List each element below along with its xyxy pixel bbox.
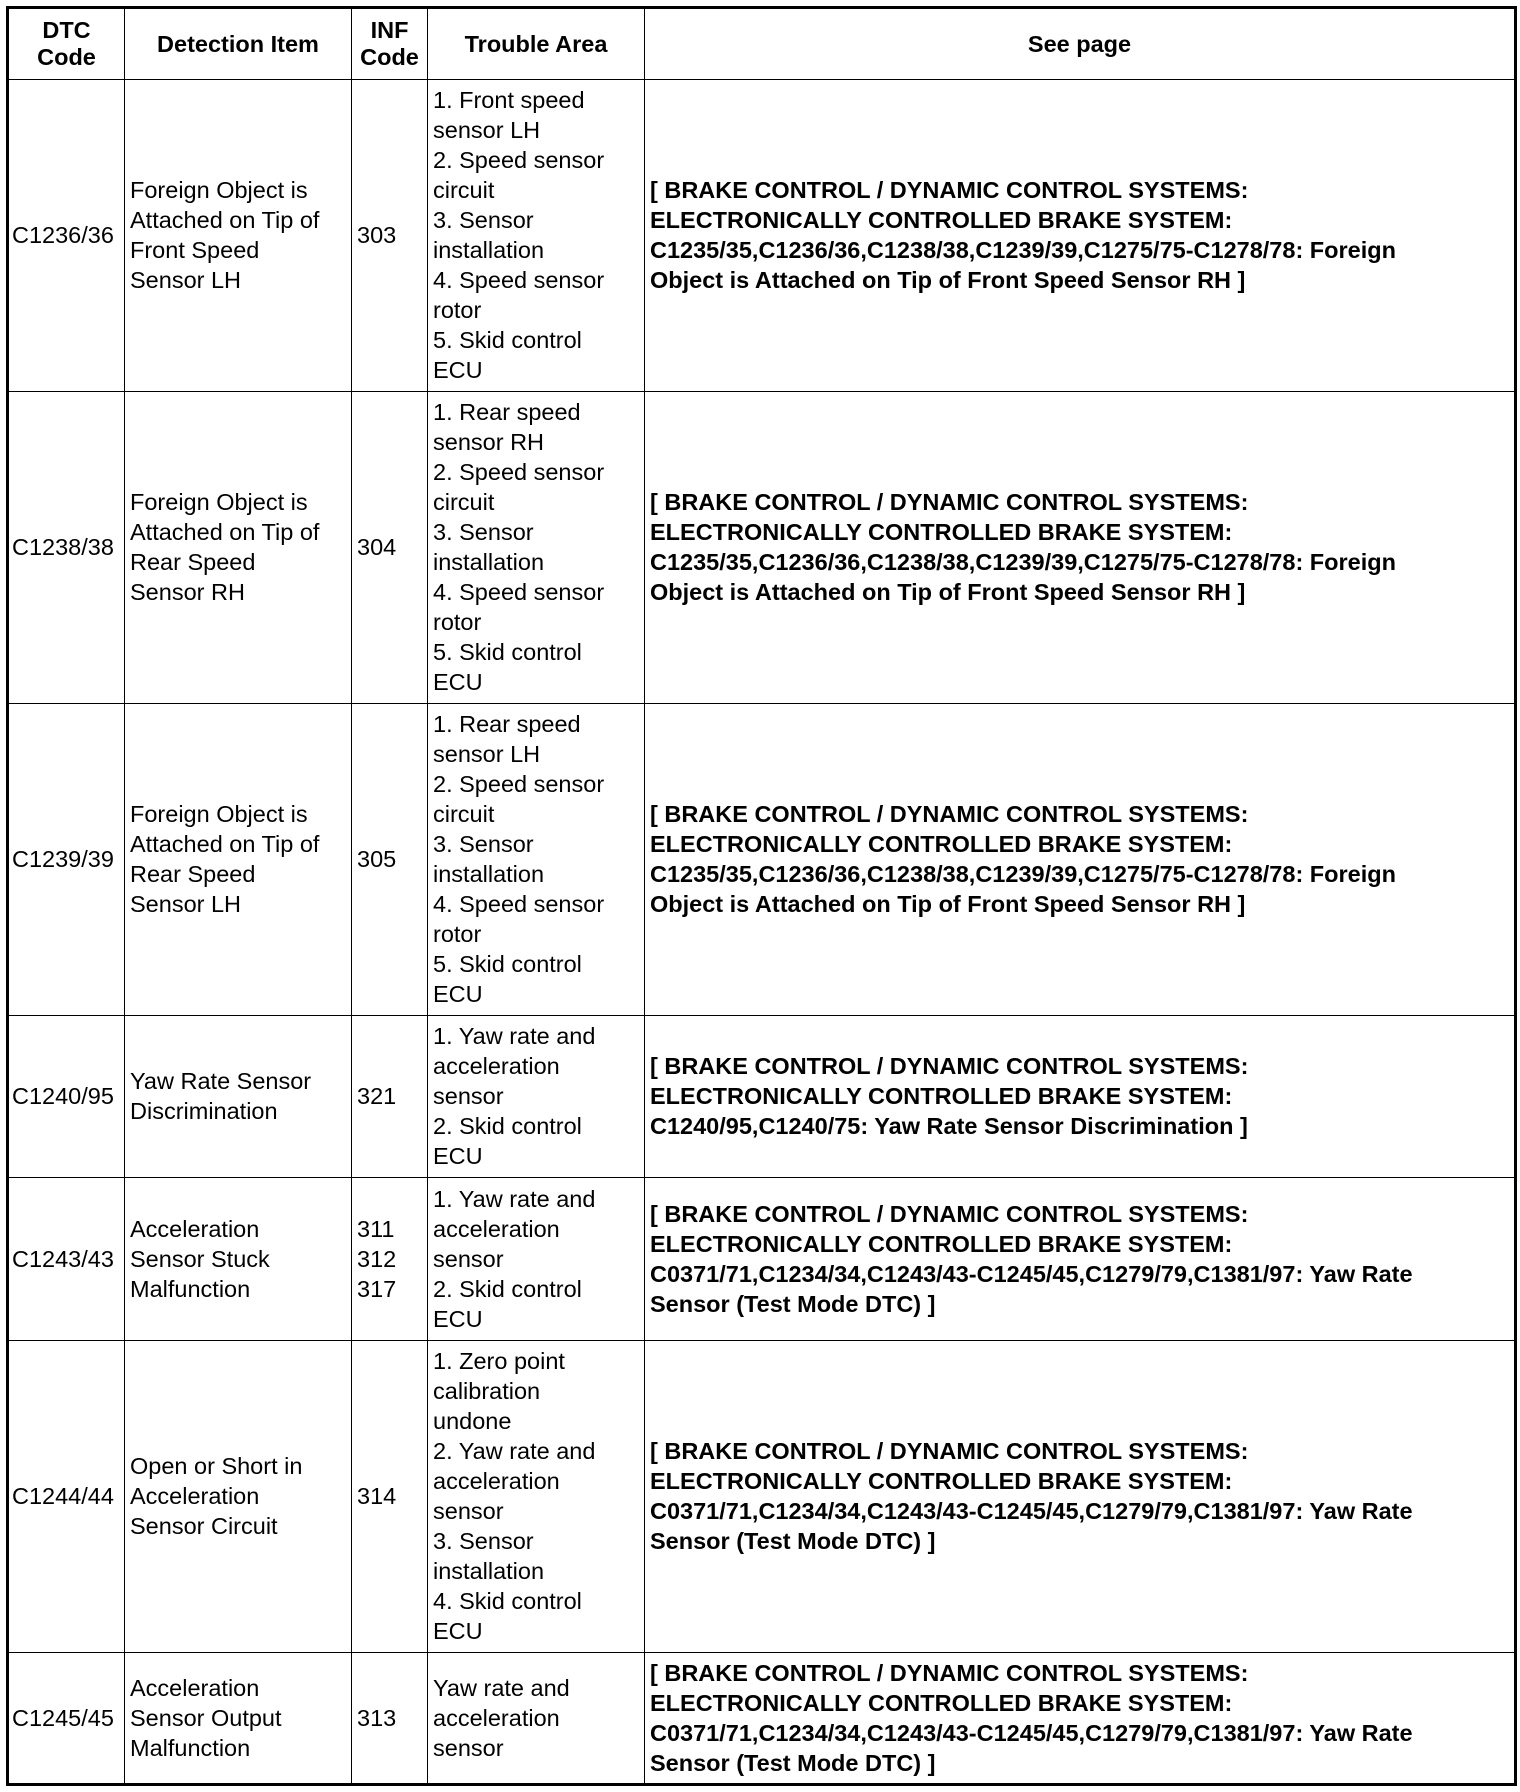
inf-code-cell: 311 312 317 bbox=[352, 1178, 428, 1340]
table-row bbox=[8, 703, 1516, 1015]
trouble-area-cell: 1. Front speed sensor LH 2. Speed sensor circuit 3. Sensor installation 4. Speed sensor rotor 5. Skid control ECU bbox=[428, 80, 645, 392]
see-page-link[interactable]: [ BRAKE CONTROL / DYNAMIC CONTROL SYSTEMS: ELECTRONICALLY CONTROLLED BRAKE SYSTEM: C1240/95,C1240/75: Yaw Rate Sensor Discrimination ] bbox=[645, 1015, 1516, 1177]
table-row bbox=[8, 80, 1516, 392]
table-row bbox=[8, 1015, 1516, 1177]
see-page-link[interactable]: [ BRAKE CONTROL / DYNAMIC CONTROL SYSTEMS: ELECTRONICALLY CONTROLLED BRAKE SYSTEM: C1235/35,C1236/36,C1238/38,C1239/39,C1275/75-C1278/78: Foreign Object is Attached on Tip of Front Speed Sensor RH ] bbox=[645, 391, 1516, 703]
table-row bbox=[8, 391, 1516, 703]
inf-code-cell: 304 bbox=[352, 391, 428, 703]
inf-code-cell: 305 bbox=[352, 703, 428, 1015]
dtc-table bbox=[6, 6, 1517, 1786]
see-page-link[interactable]: [ BRAKE CONTROL / DYNAMIC CONTROL SYSTEMS: ELECTRONICALLY CONTROLLED BRAKE SYSTEM: C0371/71,C1234/34,C1243/43-C1245/45,C1279/79,C1381/97: Yaw Rate Sensor (Test Mode DTC) ] bbox=[645, 1652, 1516, 1784]
detection-item-cell: Acceleration Sensor Output Malfunction bbox=[125, 1652, 352, 1784]
dtc-code-cell: C1236/36 bbox=[8, 80, 125, 392]
trouble-area-cell: 1. Rear speed sensor RH 2. Speed sensor circuit 3. Sensor installation 4. Speed sensor rotor 5. Skid control ECU bbox=[428, 391, 645, 703]
see-page-link[interactable]: [ BRAKE CONTROL / DYNAMIC CONTROL SYSTEMS: ELECTRONICALLY CONTROLLED BRAKE SYSTEM: C0371/71,C1234/34,C1243/43-C1245/45,C1279/79,C1381/97: Yaw Rate Sensor (Test Mode DTC) ] bbox=[645, 1178, 1516, 1340]
dtc-code-cell: C1245/45 bbox=[8, 1652, 125, 1784]
inf-code-cell: 321 bbox=[352, 1015, 428, 1177]
detection-item-cell: Foreign Object is Attached on Tip of Rear Speed Sensor LH bbox=[125, 703, 352, 1015]
dtc-code-cell: C1239/39 bbox=[8, 703, 125, 1015]
header-inf-code: INF Code bbox=[352, 8, 428, 80]
dtc-code-cell: C1243/43 bbox=[8, 1178, 125, 1340]
trouble-area-cell: 1. Rear speed sensor LH 2. Speed sensor circuit 3. Sensor installation 4. Speed sensor rotor 5. Skid control ECU bbox=[428, 703, 645, 1015]
header-dtc-code: DTC Code bbox=[8, 8, 125, 80]
trouble-area-cell: Yaw rate and acceleration sensor bbox=[428, 1652, 645, 1784]
trouble-area-cell: 1. Zero point calibration undone 2. Yaw rate and acceleration sensor 3. Sensor installation 4. Skid control ECU bbox=[428, 1340, 645, 1652]
see-page-link[interactable]: [ BRAKE CONTROL / DYNAMIC CONTROL SYSTEMS: ELECTRONICALLY CONTROLLED BRAKE SYSTEM: C1235/35,C1236/36,C1238/38,C1239/39,C1275/75-C1278/78: Foreign Object is Attached on Tip of Front Speed Sensor RH ] bbox=[645, 80, 1516, 392]
trouble-area-cell: 1. Yaw rate and acceleration sensor 2. Skid control ECU bbox=[428, 1178, 645, 1340]
trouble-area-cell: 1. Yaw rate and acceleration sensor 2. Skid control ECU bbox=[428, 1015, 645, 1177]
table-row bbox=[8, 1178, 1516, 1340]
detection-item-cell: Yaw Rate Sensor Discrimination bbox=[125, 1015, 352, 1177]
header-row bbox=[8, 8, 1516, 80]
inf-code-cell: 313 bbox=[352, 1652, 428, 1784]
table-row bbox=[8, 1340, 1516, 1652]
detection-item-cell: Acceleration Sensor Stuck Malfunction bbox=[125, 1178, 352, 1340]
inf-code-cell: 314 bbox=[352, 1340, 428, 1652]
see-page-link[interactable]: [ BRAKE CONTROL / DYNAMIC CONTROL SYSTEMS: ELECTRONICALLY CONTROLLED BRAKE SYSTEM: C0371/71,C1234/34,C1243/43-C1245/45,C1279/79,C1381/97: Yaw Rate Sensor (Test Mode DTC) ] bbox=[645, 1340, 1516, 1652]
dtc-code-cell: C1240/95 bbox=[8, 1015, 125, 1177]
inf-code-cell: 303 bbox=[352, 80, 428, 392]
header-see-page: See page bbox=[645, 8, 1516, 80]
table-row bbox=[8, 1652, 1516, 1784]
dtc-code-cell: C1238/38 bbox=[8, 391, 125, 703]
detection-item-cell: Foreign Object is Attached on Tip of Rear Speed Sensor RH bbox=[125, 391, 352, 703]
detection-item-cell: Foreign Object is Attached on Tip of Front Speed Sensor LH bbox=[125, 80, 352, 392]
header-trouble-area: Trouble Area bbox=[428, 8, 645, 80]
see-page-link[interactable]: [ BRAKE CONTROL / DYNAMIC CONTROL SYSTEMS: ELECTRONICALLY CONTROLLED BRAKE SYSTEM: C1235/35,C1236/36,C1238/38,C1239/39,C1275/75-C1278/78: Foreign Object is Attached on Tip of Front Speed Sensor RH ] bbox=[645, 703, 1516, 1015]
header-detection-item: Detection Item bbox=[125, 8, 352, 80]
dtc-code-cell: C1244/44 bbox=[8, 1340, 125, 1652]
detection-item-cell: Open or Short in Acceleration Sensor Circuit bbox=[125, 1340, 352, 1652]
